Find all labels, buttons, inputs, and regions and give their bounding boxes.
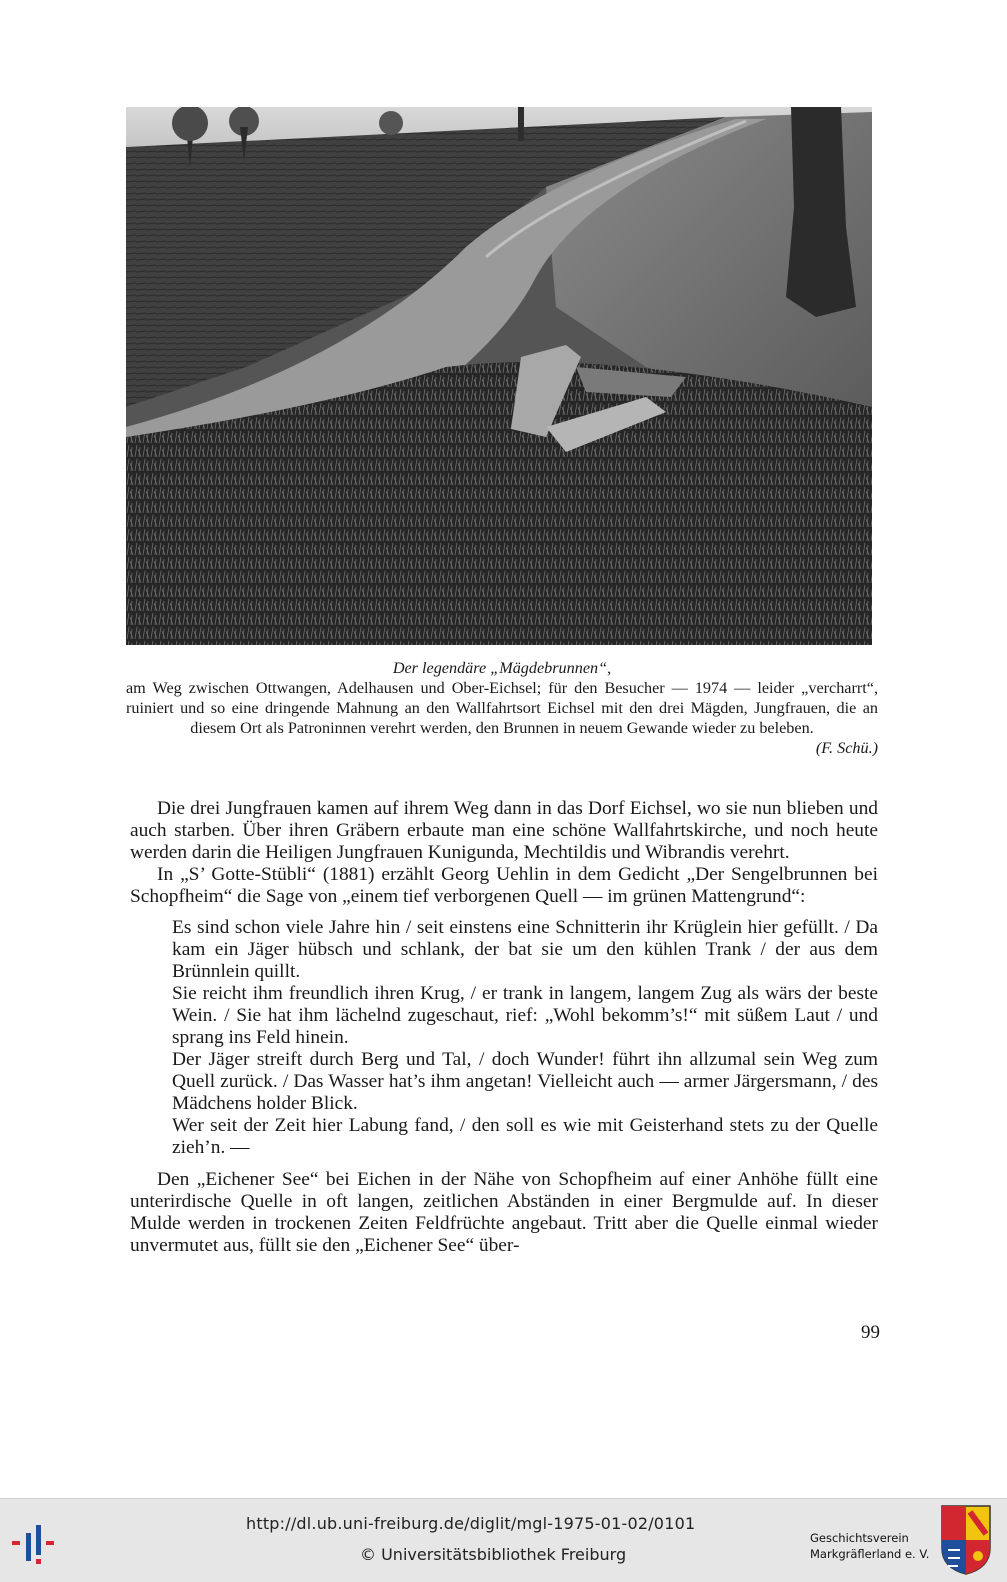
copyright-text: © Universitätsbibliothek Freiburg: [360, 1545, 627, 1564]
caption-credit: (F. Schü.): [815, 739, 878, 757]
landscape-photo: [126, 107, 872, 645]
society-name: [810, 1530, 935, 1562]
coat-of-arms-icon: [940, 1504, 992, 1576]
poem-quote: [172, 917, 878, 1159]
body-text: [130, 798, 878, 1257]
paragraph-2: In „S’ Gotte-Stübli“ (1881) erzählt Georg Uehlin in dem Gedicht „Der Sengelbrunnen bei Schopfheim“ die Sage von „einem tief verborgenen Quell — im grünen Mattengrund“:: [130, 864, 878, 907]
society-line-2: Markgräflerland e. V.: [810, 1547, 930, 1561]
page-number: 99: [861, 1322, 880, 1343]
caption-body: am Weg zwischen Ottwangen, Adelhausen und Ober-Eichsel; für den Besucher — 1974 — leider „vercharrt“, ruiniert und so eine dringende Mahnung an den Wallfahrtsort Eichsel mit den drei Mägden, Jungfrauen, die an diesem Ort als Patroninnen verehrt werden, den Brunnen in neuem Gewande wieder zu beleben.: [126, 679, 878, 737]
poem-stanza-3: Der Jäger streift durch Berg und Tal, / doch Wunder! führt ihn allzumal sein Weg zum Quell zurück. / Das Wasser hat’s ihm angetan! Vielleicht auch — armer Järgersmann, / des Mädchens holder Blick.: [172, 1049, 878, 1114]
caption-title: Der legendäre „Mägdebrunnen“,: [392, 659, 612, 677]
figure-photo: [126, 107, 872, 645]
source-url-link[interactable]: http://dl.ub.uni-freiburg.de/diglit/mgl-1975-01-02/0101: [246, 1514, 696, 1533]
poem-stanza-2: Sie reicht ihm freundlich ihren Krug, / er trank in langem, langem Zug als wärs der beste Wein. / Sie hat ihm lächelnd zugeschaut, rief: „Wohl bekomm’s!“ mit süßem Laut / und sprang ins Feld hinein.: [172, 983, 878, 1048]
poem-stanza-4: Wer seit der Zeit hier Labung fand, / den soll es wie mit Geisterhand stets zu der Quelle zieh’n. —: [172, 1115, 878, 1158]
ub-freiburg-logo-icon: [12, 1525, 64, 1565]
footer-bar: [0, 1498, 1007, 1582]
poem-stanza-1: Es sind schon viele Jahre hin / seit einstens eine Schnitterin ihr Krüglein hier gefüllt. / Da kam ein Jäger hübsch und schlank, der bat sie um den kühlen Trank / der aus dem Brünnlein quillt.: [172, 917, 878, 982]
figure-caption: [126, 658, 878, 758]
society-line-1: Geschichtsverein: [810, 1531, 909, 1545]
paragraph-3: Den „Eichener See“ bei Eichen in der Nähe von Schopfheim auf einer Anhöhe füllt eine unterirdische Quelle in oft langen, zeitlichen Abständen in einer Bergmulde auf. In dieser Mulde werden in trockenen Zeiten Feldfrüchte angebaut. Tritt aber die Quelle einmal wieder unvermutet aus, füllt sie den „Eichener See“ über-: [130, 1169, 878, 1256]
paragraph-1: Die drei Jungfrauen kamen auf ihrem Weg dann in das Dorf Eichsel, wo sie nun blieben und auch starben. Über ihren Gräbern erbaute man eine schöne Wallfahrtskirche, und noch heute werden darin die Heiligen Jungfrauen Kunigunda, Mechtildis und Wibrandis verehrt.: [130, 798, 878, 863]
